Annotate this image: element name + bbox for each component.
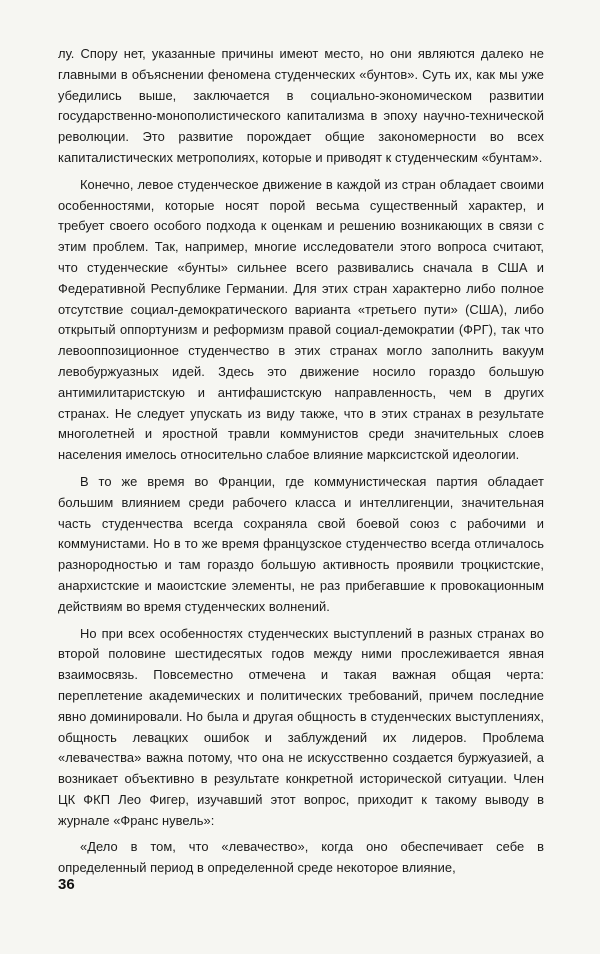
paragraph: Конечно, левое студенческое движение в каждой из стран обладает своими особенностями, которые носят порой весьма существенный характер, и требует своего особого подхода к оценкам и решению возникающих в связи с этим проблем. Так, например, многие исследователи этого вопроса считают, что студенческие «бунты» сильнее всего развивались сначала в США и Федеративной Республике Германии. Для этих стран характерно либо полное отсутствие социал-демократического варианта «третьего пути» (США), либо открытый оппортунизм и реформизм правой социал-демократии (ФРГ), так что левооппозиционное студенчество в этих странах могло заполнить вакуум левобуржуазных идей. Здесь это движение носило гораздо большую антимилитаристскую и антифашистскую направленность, чем в других странах. Не следует упускать из виду также, что в этих странах в результате многолетней и яростной травли коммунистов среди значительных слоев населения имелось относительно слабое влияние марксистской идеологии. xyxy=(58,176,544,463)
paragraph: В то же время во Франции, где коммунистическая партия обладает большим влиянием среди рабочего класса и интеллигенции, значительная часть студенчества всегда сохраняла свой боевой союз с рабочими и коммунистами. Но в то же время французское студенчество всегда отличалось разнородностью и там гораздо большую активность проявили троцкистские, анархистские и маоистские элементы, не раз прибегавшие к провокационным действиям во время студенческих волнений. xyxy=(58,473,544,614)
body-text xyxy=(58,44,544,879)
quote-paragraph: «Дело в том, что «левачество», когда оно обеспечивает себе в определенный период в определенной среде некоторое влияние, xyxy=(58,839,544,876)
paragraph-continued: лу. Спору нет, указанные причины имеют место, но они являются далеко не главными в объяснении феномена студенческих «бунтов». Суть их, как мы уже убедились выше, заключается в социально-экономическом развитии государственно-монополистического капитализма в эпоху научно-технической революции. Это развитие порождает общие закономерности во всех капиталистических метрополиях, которые и приводят к студенческим «бунтам». xyxy=(58,46,544,165)
page-number: 36 xyxy=(58,876,75,893)
paragraph: Но при всех особенностях студенческих выступлений в разных странах во второй половине шестидесятых годов между ними прослеживается явная взаимосвязь. Повсеместно отмечена и такая важная общая черта: переплетение академических и политических требований, причем последние явно доминировали. Но была и другая общность в студенческих выступлениях, общность левацких ошибок и заблуждений их лидеров. Проблема «левачества» важна потому, что она не искусственно создается буржуазией, а возникает объективно в результате конкретной исторической ситуации. Член ЦК ФКП Лео Фигер, изучавший этот вопрос, приходит к такому выводу в журнале «Франс нувель»: xyxy=(58,625,544,828)
